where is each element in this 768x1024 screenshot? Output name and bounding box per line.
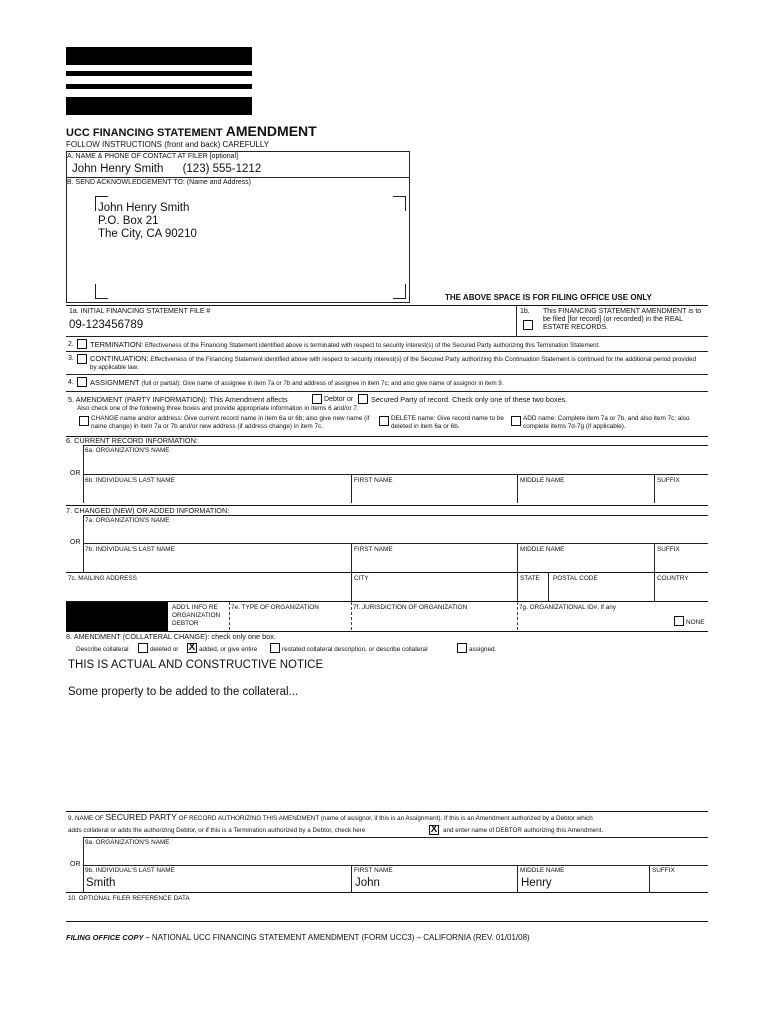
item7g-none-label: NONE [686,619,705,626]
item8-assigned-checkbox[interactable] [457,643,467,653]
item9b-last-name-value[interactable]: Smith [86,877,116,889]
item6-middle-label: MIDDLE NAME [520,477,565,484]
item7-first-label: FIRST NAME [354,546,393,553]
item9b-label: 9b. INDIVIDUAL'S LAST NAME [85,867,175,874]
item5-add-text: ADD name: Complete item 7a or 7b, and also item 7c; also complete items 7d-7g (if applicable). [523,415,690,430]
item5-delete-text: DELETE name: Give record name to be deleted in item 6a or 6b. [391,415,504,430]
item7-addl-line2: ORGANIZATION [172,612,221,619]
header-bar [66,47,252,65]
item2-head: TERMINATION: [90,340,144,349]
item5-secured-party-checkbox[interactable] [358,394,368,404]
item8-deleted-checkbox[interactable] [138,643,148,653]
item7-state-label: STATE [520,575,540,582]
item2-body: Effectiveness of the Financing Statement identified above is terminated with respect to security interest(s) of the Secured Party authorizing this Termination Statement. [143,342,601,349]
ack-address-line2[interactable]: P.O. Box 21 [98,215,159,227]
item8-deleted-label: deleted or [150,646,179,653]
item7-middle-label: MIDDLE NAME [520,546,565,553]
item7-addl-line3: DEBTOR [172,620,199,627]
item3-body: Effectiveness of the Financing Statement identified above with respect to security interest(s) of the Secured Party authorizing this Continuation Statement is continued for the additional period provided by applicable law. [90,356,697,371]
item7-city-label: CITY [354,575,369,582]
form-instructions: FOLLOW INSTRUCTIONS (front and back) CAREFULLY [66,140,270,149]
filing-office-notice: THE ABOVE SPACE IS FOR FILING OFFICE USE ONLY [445,293,652,302]
item9-line2-post: and enter name of DEBTOR authorizing this Amendment. [443,827,604,834]
item7a-label: 7a. ORGANIZATION'S NAME [85,517,170,524]
item6-heading: 6. CURRENT RECORD INFORMATION: [66,436,198,445]
footer-copy-line [66,933,530,942]
item6-first-label: FIRST NAME [354,477,393,484]
ack-address-line1[interactable]: John Henry Smith [98,202,190,214]
item9-middle-name-value[interactable]: Henry [521,877,552,889]
item7c-label: 7c. MAILING ADDRESS [68,575,137,582]
item3-head: CONTINUATION: [90,354,149,363]
item8-heading: 8. AMENDMENT (COLLATERAL CHANGE): check only one box. [66,632,276,641]
item9-suffix-label: SUFFIX [652,867,675,874]
item9-line1-big: SECURED PARTY [105,812,177,822]
footer-bold: FILING OFFICE COPY – [66,933,150,942]
item3-number: 3. [68,355,74,362]
item7b-label: 7b. INDIVIDUAL'S LAST NAME [85,546,175,553]
item5-change-checkbox[interactable] [79,416,89,426]
item7g-label: 7g. ORGANIZATIONAL ID#, if any [519,604,616,611]
footer-text: NATIONAL UCC FINANCING STATEMENT AMENDMENT (FORM UCC3) – CALIFORNIA (REV. 01/01/08) [149,933,530,942]
item7e-label: 7e. TYPE OF ORGANIZATION [231,604,319,611]
form-title-small: UCC FINANCING STATEMENT [66,127,226,139]
form-title [66,123,317,141]
item7-suffix-label: SUFFIX [657,546,680,553]
item2-number: 2. [68,341,74,348]
item4-head: ASSIGNMENT [90,378,140,387]
item5-line1: 5. AMENDMENT (PARTY INFORMATION): This Amendment affects [68,395,288,404]
item4-number: 4. [68,379,74,386]
item9-line1-pre: 9. NAME OF [68,815,106,822]
form-title-large: AMENDMENT [225,123,317,139]
item1a-label: 1a. INITIAL FINANCING STATEMENT FILE # [69,308,211,315]
item8-restated-checkbox[interactable] [270,643,280,653]
item6-or: OR [70,470,81,477]
item10-label: 10. OPTIONAL FILER REFERENCE DATA [68,895,190,902]
item5-secured-label: Secured Party of record. Check only one of these two boxes. [371,395,568,404]
header-bar [66,84,252,89]
item1b-label: 1b. [520,308,530,315]
item9-or: OR [70,861,81,868]
item7f-label: 7f. JURISDICTION OF ORGANIZATION [353,604,468,611]
item4-assignment-checkbox[interactable] [77,377,87,387]
item9-line2-pre: adds collateral or adds the authorizing Debtor, or if this is a Termination authorized by a Debtor, check here [68,827,366,834]
item9-debtor-checkbox[interactable]: X [430,824,438,835]
item2-text [90,341,710,350]
item1b-text: This FINANCING STATEMENT AMENDMENT is to be filed [for record] (or recorded) in the REAL ESTATE RECORDS. [543,308,702,331]
item9a-label: 9a. ORGANIZATION'S NAME [85,839,170,846]
ack-address-line3[interactable]: The City, CA 90210 [98,228,197,240]
item8-collateral-description[interactable]: Some property to be added to the collateral... [68,686,299,698]
item5-debtor-label: Debtor or [324,396,354,403]
item4-body: (full or partial): Give name of assignee in item 7a or 7b and address of assignee in item 7c; and also give name of assignor in item 9. [139,380,504,387]
item7-addl-line1: ADD'L INFO RE [172,604,218,611]
item3-continuation-checkbox[interactable] [77,354,87,364]
item7-country-label: COUNTRY [657,575,689,582]
item6b-label: 6b. INDIVIDUAL'S LAST NAME [85,477,175,484]
item9-middle-label: MIDDLE NAME [520,867,565,874]
item7g-none-checkbox[interactable] [674,616,684,626]
item5-add-checkbox[interactable] [511,416,521,426]
item9-first-label: FIRST NAME [354,867,393,874]
item5-line2: Also check one of the following three boxes and provide appropriate information in items 6 and/or 7. [77,405,359,412]
item5-change-text: CHANGE name and/or address: Give current record name in item 6a or 6b; also give new name (if name change) in item 7a or 7b and/or new address (if address change) in item 7c. [91,415,370,430]
item5-debtor-checkbox[interactable] [312,394,322,404]
item8-notice[interactable]: THIS IS ACTUAL AND CONSTRUCTIVE NOTICE [68,659,324,671]
header-bar [66,71,252,76]
item9-first-name-value[interactable]: John [355,877,380,889]
contact-label-a: A. NAME & PHONE OF CONTACT AT FILER [optional] [67,153,239,160]
item8-assigned-label: assigned. [469,646,497,653]
item6-suffix-label: SUFFIX [657,477,680,484]
item7-postal-label: POSTAL CODE [553,575,598,582]
header-bar [66,97,252,115]
item8-describe-label: Describe collateral [76,646,129,653]
item4-text [90,379,710,388]
item8-added-label: added, or give entire [199,646,258,653]
item1a-file-number[interactable]: 09-123456789 [69,319,144,331]
contact-name-phone[interactable]: John Henry Smith (123) 555-1212 [72,163,262,175]
item8-added-checkbox[interactable]: X [188,642,196,653]
item1b-checkbox[interactable] [523,320,533,330]
item6a-label: 6a. ORGANIZATION'S NAME [85,447,170,454]
item7d-redaction-block [66,602,168,631]
item9-line1-post: OF RECORD AUTHORIZING THIS AMENDMENT (name of assignor, if this is an Assignment). If this is an Amendment authorized by a Debtor which [176,815,593,822]
contact-label-b: B. SEND ACKNOWLEDGEMENT TO: (Name and Address) [67,179,251,186]
item3-text [90,355,700,372]
item2-termination-checkbox[interactable] [77,339,87,349]
item8-restated-label: restated collateral description, or describe collateral [282,646,428,653]
item9-line1 [68,814,708,823]
item7-or: OR [70,539,81,546]
item7-heading: 7. CHANGED (NEW) OR ADDED INFORMATION: [66,506,230,515]
item5-delete-checkbox[interactable] [379,416,389,426]
